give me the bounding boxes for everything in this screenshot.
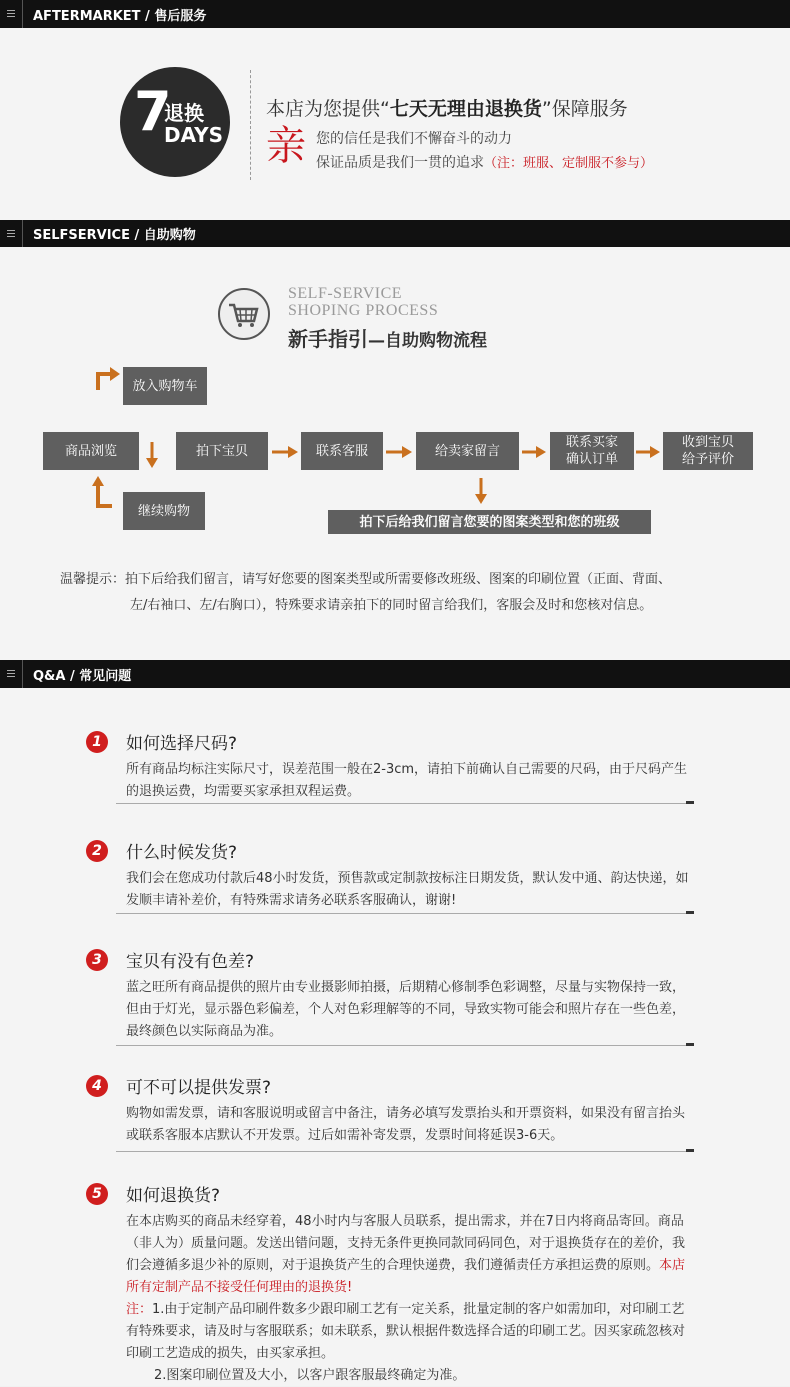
step-receive: 收到宝贝给予评价	[663, 432, 753, 470]
trust-text: 您的信任是我们不懈奋斗的动力	[316, 131, 512, 147]
tip-line-2: 左/右袖口、左/右胸口），特殊要求请亲拍下的同时留言给我们，客服会及时和您核对信息。	[130, 598, 653, 613]
qa-question: 可不可以提供发票?	[126, 1078, 272, 1098]
qa-question: 宝贝有没有色差?	[126, 952, 255, 972]
qa-number: 2	[86, 840, 108, 862]
divider	[116, 913, 694, 914]
section-title: SELFSERVICE / 自助购物	[33, 228, 196, 243]
step-buy: 拍下宝贝	[176, 432, 268, 470]
step-confirm: 联系买家确认订单	[550, 432, 634, 470]
seven-days-badge	[120, 67, 230, 177]
aftermarket-header	[0, 0, 790, 28]
guide-title: 新手指引—自助购物流程	[288, 327, 487, 351]
divider	[116, 1151, 694, 1152]
qa-answer: 所有商品均标注实际尺寸，误差范围一般在2-3cm，请拍下前确认自己需要的尺码，由于尺码产生的退换运费，均需要买家承担双程运费。	[126, 762, 688, 799]
step-continue: 继续购物	[123, 492, 205, 530]
divider	[116, 803, 694, 804]
qa-question: 如何退换货?	[126, 1186, 221, 1206]
selfservice-header	[0, 220, 790, 247]
step-cart: 放入购物车	[123, 367, 207, 405]
section-title: Q&A / 常见问题	[33, 668, 132, 684]
badge-cn: 退换	[164, 101, 204, 125]
qa-header	[0, 660, 790, 688]
tip-line-1: 温馨提示：拍下后给我们留言，请写好您要的图案类型或所需要修改班级、图案的印刷位置（正面、背面、	[60, 572, 672, 587]
divider	[116, 1045, 694, 1046]
handle-icon	[0, 0, 23, 28]
eng-title-1: SELF-SERVICE	[288, 285, 403, 302]
qa-question: 什么时候发货?	[126, 843, 238, 863]
qa-answer: 在本店购买的商品未经穿着，48小时内与客服人员联系，提出需求，并在7日内将商品寄回。商品（非人为）质量问题。发送出错问题，支持无条件更换同款同码同色，对于退换货存在的差价，我们会遵循多退少补的原则，对于退换货产生的合理快递费，我们遵循责任方承担运费的原则。本店所有定制产品不接受任何理由的退换货! 注：1.由于定制产品印刷件数多少跟印刷工艺有一定关系，批量定制的客户如需加印，对印刷工艺有特殊要求，请及时与客服联系；如未联系，默认根据件数选择合适的印刷工艺。因买家疏忽核对印刷工艺造成的损失，由买家承担。 2.图案印刷位置及大小，以客户跟客服最终确定为准。	[126, 1214, 686, 1383]
quality-text: 保证品质是我们一贯的追求（注：班服、定制服不参与）	[316, 155, 654, 171]
qa-answer: 我们会在您成功付款后48小时发货，预售款或定制款按标注日期发货，默认发中通、韵达快递，如发顺丰请补差价，有特殊需求请务必联系客服确认，谢谢!	[126, 871, 689, 908]
qa-number: 1	[86, 731, 108, 753]
step-note: 拍下后给我们留言您要的图案类型和您的班级	[328, 510, 651, 534]
badge-en: DAYS	[164, 123, 224, 147]
qa-number: 3	[86, 949, 108, 971]
qa-question: 如何选择尺码?	[126, 734, 238, 754]
qa-number: 4	[86, 1075, 108, 1097]
guarantee-line: 本店为您提供“七天无理由退换货”保障服务	[266, 98, 628, 120]
qin-char: 亲	[266, 123, 306, 169]
handle-icon	[0, 220, 23, 247]
eng-title-2: SHOPING PROCESS	[288, 302, 439, 319]
step-message: 给卖家留言	[416, 432, 519, 470]
divider	[250, 70, 251, 180]
qa-answer: 蓝之旺所有商品提供的照片由专业摄影师拍摄，后期精心修制季色彩调整，尽量与实物保持一致，但由于灯光，显示器色彩偏差，个人对色彩理解等的不同，导致实物可能会和照片存在一些色差，最终颜色以实际商品为准。	[126, 980, 686, 1039]
step-browse: 商品浏览	[43, 432, 139, 470]
flow-arrows	[0, 360, 790, 510]
aftermarket-panel	[0, 28, 790, 220]
badge-number: 7	[134, 80, 172, 143]
step-contact: 联系客服	[301, 432, 383, 470]
qa-answer: 购物如需发票，请和客服说明或留言中备注，请务必填写发票抬头和开票资料，如果没有留言抬头或联系客服本店默认不开发票。过后如需补寄发票，发票时间将延误3-6天。	[126, 1106, 686, 1143]
handle-icon	[0, 660, 23, 688]
qa-number: 5	[86, 1183, 108, 1205]
cart-icon	[218, 288, 270, 340]
section-title: AFTERMARKET / 售后服务	[33, 8, 207, 24]
